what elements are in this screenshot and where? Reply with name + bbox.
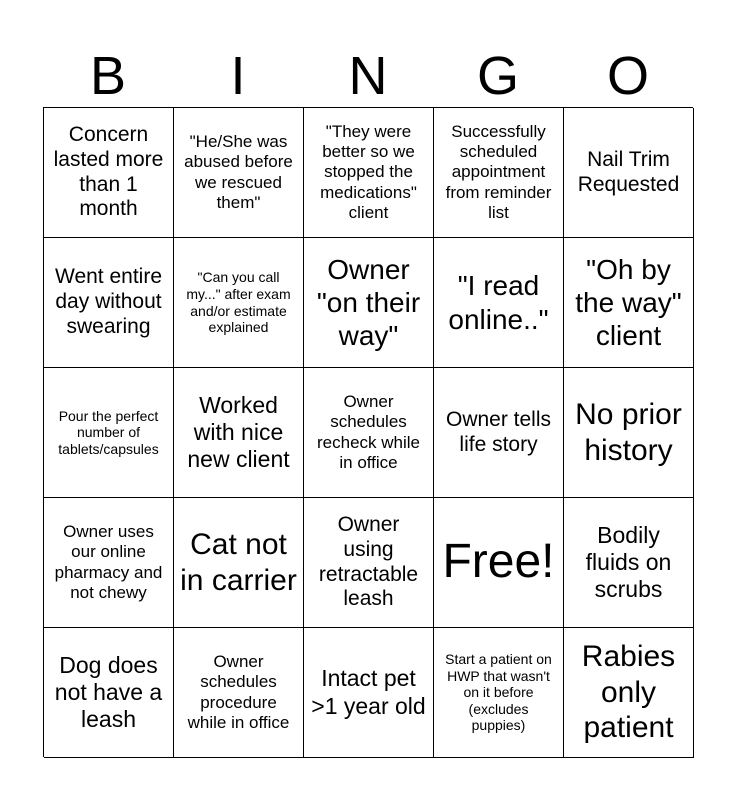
bingo-cell-text: Start a patient on HWP that wasn't on it before (excludes puppies) [445, 651, 552, 734]
bingo-cell[interactable] [44, 368, 174, 498]
bingo-cell-text: Owner schedules procedure while in office [187, 652, 290, 732]
bingo-cell[interactable] [304, 108, 434, 238]
bingo-cell[interactable] [174, 628, 304, 758]
bingo-cell-text: Bodily fluids on scrubs [585, 521, 672, 603]
bingo-cell-text: "They were better so we stopped the medications" client [320, 122, 417, 222]
bingo-card-grid [43, 107, 693, 757]
bingo-cell-text: Nail Trim Requested [577, 147, 680, 196]
bingo-cell-text: "Oh by the way" client [575, 253, 682, 352]
bingo-cell-text: Owner using retractable leash [318, 512, 419, 611]
bingo-cell[interactable] [44, 108, 174, 238]
bingo-cell[interactable] [434, 628, 564, 758]
bingo-cell-text: "Can you call my..." after exam and/or estimate explained [186, 269, 291, 336]
bingo-cell-text: Owner uses our online pharmacy and not chewy [54, 522, 163, 602]
bingo-cell-text: Dog does not have a leash [54, 651, 163, 733]
bingo-cell-text: Successfully scheduled appointment from reminder list [445, 122, 552, 222]
bingo-cell-text: Owner tells life story [445, 407, 552, 456]
bingo-cell[interactable] [434, 108, 564, 238]
bingo-cell-text: Went entire day without swearing [55, 265, 162, 338]
bingo-cell[interactable] [174, 238, 304, 368]
bingo-cell-text: Concern lasted more than 1 month [53, 122, 164, 221]
bingo-cell-text: Pour the perfect number of tablets/capsules [58, 407, 159, 457]
bingo-cell[interactable] [564, 368, 694, 498]
bingo-cell[interactable] [304, 238, 434, 368]
bingo-cell-text: Owner schedules recheck while in office [317, 392, 420, 472]
bingo-cell[interactable] [564, 498, 694, 628]
bingo-cell[interactable] [564, 108, 694, 238]
header-letter-b: B [89, 46, 127, 106]
bingo-cell[interactable] [174, 368, 304, 498]
bingo-cell[interactable] [44, 238, 174, 368]
bingo-cell-text: Intact pet >1 year old [311, 665, 426, 719]
bingo-cell[interactable] [174, 108, 304, 238]
bingo-cell[interactable] [44, 498, 174, 628]
bingo-cell[interactable] [304, 498, 434, 628]
bingo-cell-text: Rabies only patient [581, 640, 676, 745]
bingo-cell-text: Owner "on their way" [316, 253, 421, 352]
header-letter-o: O [606, 46, 649, 106]
bingo-cell-text: "He/She was abused before we rescued them" [184, 132, 293, 212]
bingo-cell[interactable] [304, 628, 434, 758]
header-letter-i: I [230, 46, 246, 106]
bingo-cell-text: Worked with nice new client [187, 391, 290, 473]
bingo-cell[interactable] [304, 368, 434, 498]
bingo-cell[interactable] [564, 628, 694, 758]
bingo-cell[interactable] [434, 238, 564, 368]
header-letter-n: N [348, 46, 388, 106]
header-letter-g: G [476, 46, 519, 106]
bingo-cell-text: Cat not in carrier [180, 528, 297, 597]
bingo-cell-text: No prior history [575, 398, 682, 467]
bingo-cell[interactable] [174, 498, 304, 628]
bingo-cell[interactable] [564, 238, 694, 368]
bingo-cell[interactable] [44, 628, 174, 758]
bingo-header [43, 44, 693, 108]
bingo-free-space[interactable] [434, 498, 564, 628]
bingo-cell-text: "I read online.." [448, 270, 549, 335]
bingo-free-text: Free! [442, 535, 555, 589]
bingo-cell[interactable] [434, 368, 564, 498]
